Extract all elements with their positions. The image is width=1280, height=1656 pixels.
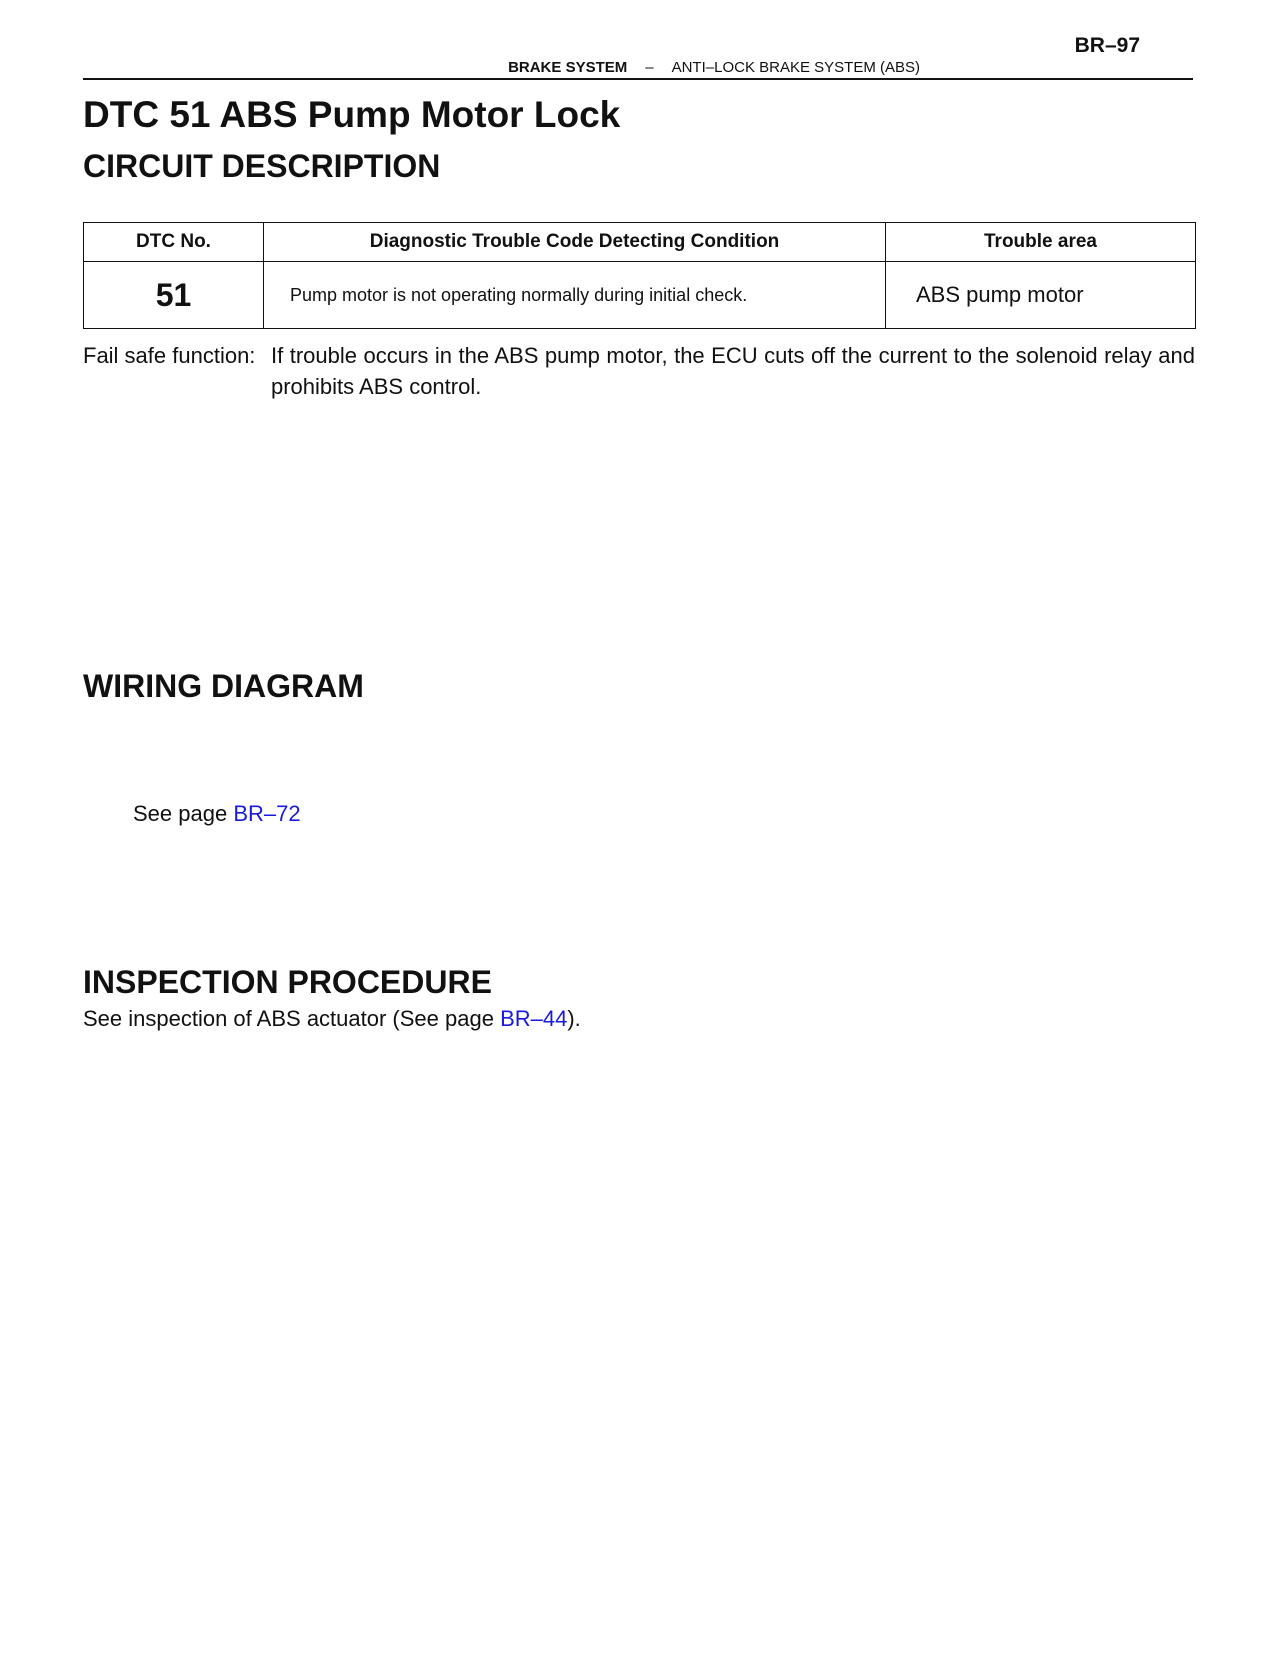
header-rule (83, 78, 1193, 80)
running-header-separator: – (645, 59, 654, 76)
dtc-table-header-row (84, 223, 1196, 262)
wiring-diagram-text: See page (133, 801, 234, 826)
dtc-table-header-trouble-area: Trouble area (886, 223, 1196, 262)
inspection-text-after: ). (567, 1006, 581, 1031)
running-header (0, 59, 1100, 76)
running-header-subsystem: ANTI–LOCK BRAKE SYSTEM (ABS) (671, 59, 920, 76)
inspection-procedure-heading: INSPECTION PROCEDURE (83, 964, 492, 1000)
circuit-description-heading: CIRCUIT DESCRIPTION (83, 148, 441, 184)
dtc-table-header-condition: Diagnostic Trouble Code Detecting Condition (264, 223, 886, 262)
detecting-condition-cell: Pump motor is not operating normally during initial check. (264, 262, 886, 329)
wiring-diagram-heading: WIRING DIAGRAM (83, 668, 364, 704)
page-number: BR–97 (1074, 34, 1140, 57)
inspection-text-before: See inspection of ABS actuator (See page (83, 1006, 501, 1031)
wiring-diagram-reference (133, 801, 301, 827)
fail-safe-function (83, 340, 1195, 402)
inspection-page-link[interactable]: BR–44 (500, 1006, 568, 1031)
table-row (84, 262, 1196, 329)
page-title: DTC 51 ABS Pump Motor Lock (83, 94, 621, 135)
fail-safe-label: Fail safe function: (83, 343, 256, 368)
inspection-procedure-text (83, 1006, 581, 1032)
fail-safe-text: If trouble occurs in the ABS pump motor, the ECU cuts off the current to the solenoid relay and prohibits ABS control. (271, 343, 1195, 399)
dtc-code-cell: 51 (84, 262, 264, 329)
dtc-table-header-dtc-no: DTC No. (84, 223, 264, 262)
running-header-system: BRAKE SYSTEM (508, 59, 628, 76)
wiring-diagram-page-link[interactable]: BR–72 (233, 801, 301, 826)
dtc-table (83, 222, 1196, 329)
trouble-area-cell: ABS pump motor (886, 262, 1196, 329)
